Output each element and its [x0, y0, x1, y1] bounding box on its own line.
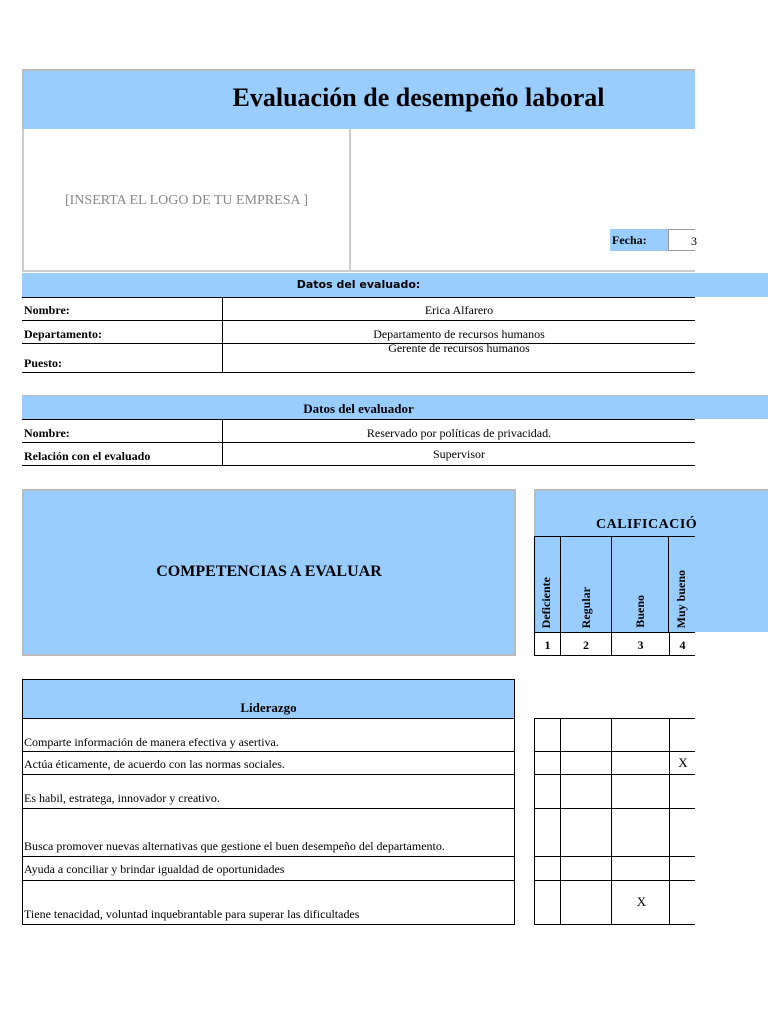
rating-cell[interactable] — [560, 774, 612, 809]
rating-cell[interactable] — [611, 880, 670, 925]
section-title: Liderazgo — [240, 700, 297, 715]
fecha-field[interactable] — [668, 229, 695, 251]
evaluador-nombre-cell — [222, 419, 695, 443]
evaluador-nombre: Reservado por políticas de privacidad. — [366, 426, 552, 440]
evaluado-puesto-cell — [222, 343, 695, 373]
evaluado-nombre-label: Nombre: — [24, 303, 70, 317]
rating-num-2: 2 — [583, 638, 589, 652]
rating-num-4: 4 — [679, 638, 686, 652]
rating-cell[interactable] — [611, 751, 670, 775]
criterion-text: Actúa éticamente, de acuerdo con las normas sociales. — [24, 757, 285, 771]
criterion-text: Comparte información de manera efectiva y asertiva. — [24, 735, 279, 749]
rating-cell[interactable] — [669, 808, 695, 857]
evaluado-puesto-label-cell — [22, 343, 223, 373]
rating-num-cell-1 — [534, 632, 561, 656]
rating-cell[interactable] — [669, 856, 695, 881]
evaluado-nombre: Erica Alfarero — [424, 303, 494, 317]
competencias-title: COMPETENCIAS A EVALUAR — [156, 563, 382, 580]
rating-cell[interactable] — [611, 856, 670, 881]
evaluado-departamento-label-cell — [22, 320, 223, 344]
criterion-text: Tiene tenacidad, voluntad inquebrantable para superar las dificultades — [24, 907, 360, 921]
rating-cell[interactable] — [534, 718, 561, 752]
rating-num-1: 1 — [544, 638, 551, 652]
rating-mark: X — [636, 894, 647, 909]
evaluador-nombre-label-cell — [22, 419, 223, 443]
rating-label-bueno: Bueno — [633, 595, 647, 628]
evaluador-relacion-label: Relación con el evaluado — [24, 449, 151, 463]
rating-label-regular: Regular — [579, 586, 593, 628]
rating-cell[interactable] — [560, 718, 612, 752]
rating-label-muy-bueno: Muy bueno — [674, 569, 688, 628]
evaluado-nombre-label-cell — [22, 297, 223, 321]
evaluado-departamento-label: Departamento: — [24, 327, 102, 341]
rating-col-regular — [560, 536, 612, 633]
rating-col-deficiente — [534, 536, 561, 633]
rating-cell[interactable] — [534, 774, 561, 809]
evaluado-puesto: Gerente de recursos humanos — [388, 341, 530, 355]
rating-num-3: 3 — [637, 638, 644, 652]
rating-cell[interactable] — [669, 718, 695, 752]
rating-num-cell-2 — [560, 632, 612, 656]
criterion-text: Ayuda a conciliar y brindar igualdad de oportunidades — [24, 862, 285, 876]
rating-cell[interactable] — [669, 751, 695, 775]
rating-col-muy-bueno — [668, 536, 695, 633]
evaluador-relacion: Supervisor — [433, 447, 485, 461]
evaluado-departamento: Departamento de recursos humanos — [373, 327, 545, 341]
rating-cell[interactable] — [534, 751, 561, 775]
rating-cell[interactable] — [611, 718, 670, 752]
rating-col-bueno — [611, 536, 669, 633]
fecha-value: 3 — [691, 234, 697, 248]
ratings-label-row — [534, 536, 695, 632]
rating-cell[interactable] — [611, 808, 670, 857]
criterion-text: Es habil, estratega, innovador y creativo. — [24, 791, 220, 805]
rating-cell[interactable] — [560, 751, 612, 775]
evaluado-nombre-cell — [222, 297, 695, 321]
rating-cell[interactable] — [611, 774, 670, 809]
evaluado-puesto-label: Puesto: — [24, 356, 62, 370]
rating-label-deficiente: Deficiente — [539, 576, 553, 628]
page-title: Evaluación de desempeño laboral — [232, 83, 605, 112]
rating-cell[interactable] — [669, 774, 695, 809]
rating-cell[interactable] — [560, 856, 612, 881]
fecha-label: Fecha: — [610, 229, 668, 251]
rating-cell[interactable] — [560, 808, 612, 857]
rating-num-cell-3 — [611, 632, 670, 656]
evaluador-nombre-label: Nombre: — [24, 426, 70, 440]
evaluador-header: Datos del evaluador — [303, 401, 414, 416]
evaluado-header: Datos del evaluado: — [296, 278, 421, 291]
rating-cell[interactable] — [534, 856, 561, 881]
rating-cell[interactable] — [534, 880, 561, 925]
logo-placeholder: [INSERTA EL LOGO DE TU EMPRESA ] — [64, 193, 309, 208]
rating-mark: X — [678, 755, 688, 770]
criterion-text: Busca promover nuevas alternativas que gestione el buen desempeño del departamento. — [24, 839, 445, 853]
evaluador-relacion-label-cell — [22, 442, 223, 466]
rating-cell[interactable] — [669, 880, 695, 925]
rating-cell[interactable] — [560, 880, 612, 925]
evaluador-relacion-cell — [222, 442, 695, 466]
rating-num-cell-4 — [669, 632, 695, 656]
rating-cell[interactable] — [534, 808, 561, 857]
calificacion-title: CALIFICACIÓ — [596, 517, 698, 532]
